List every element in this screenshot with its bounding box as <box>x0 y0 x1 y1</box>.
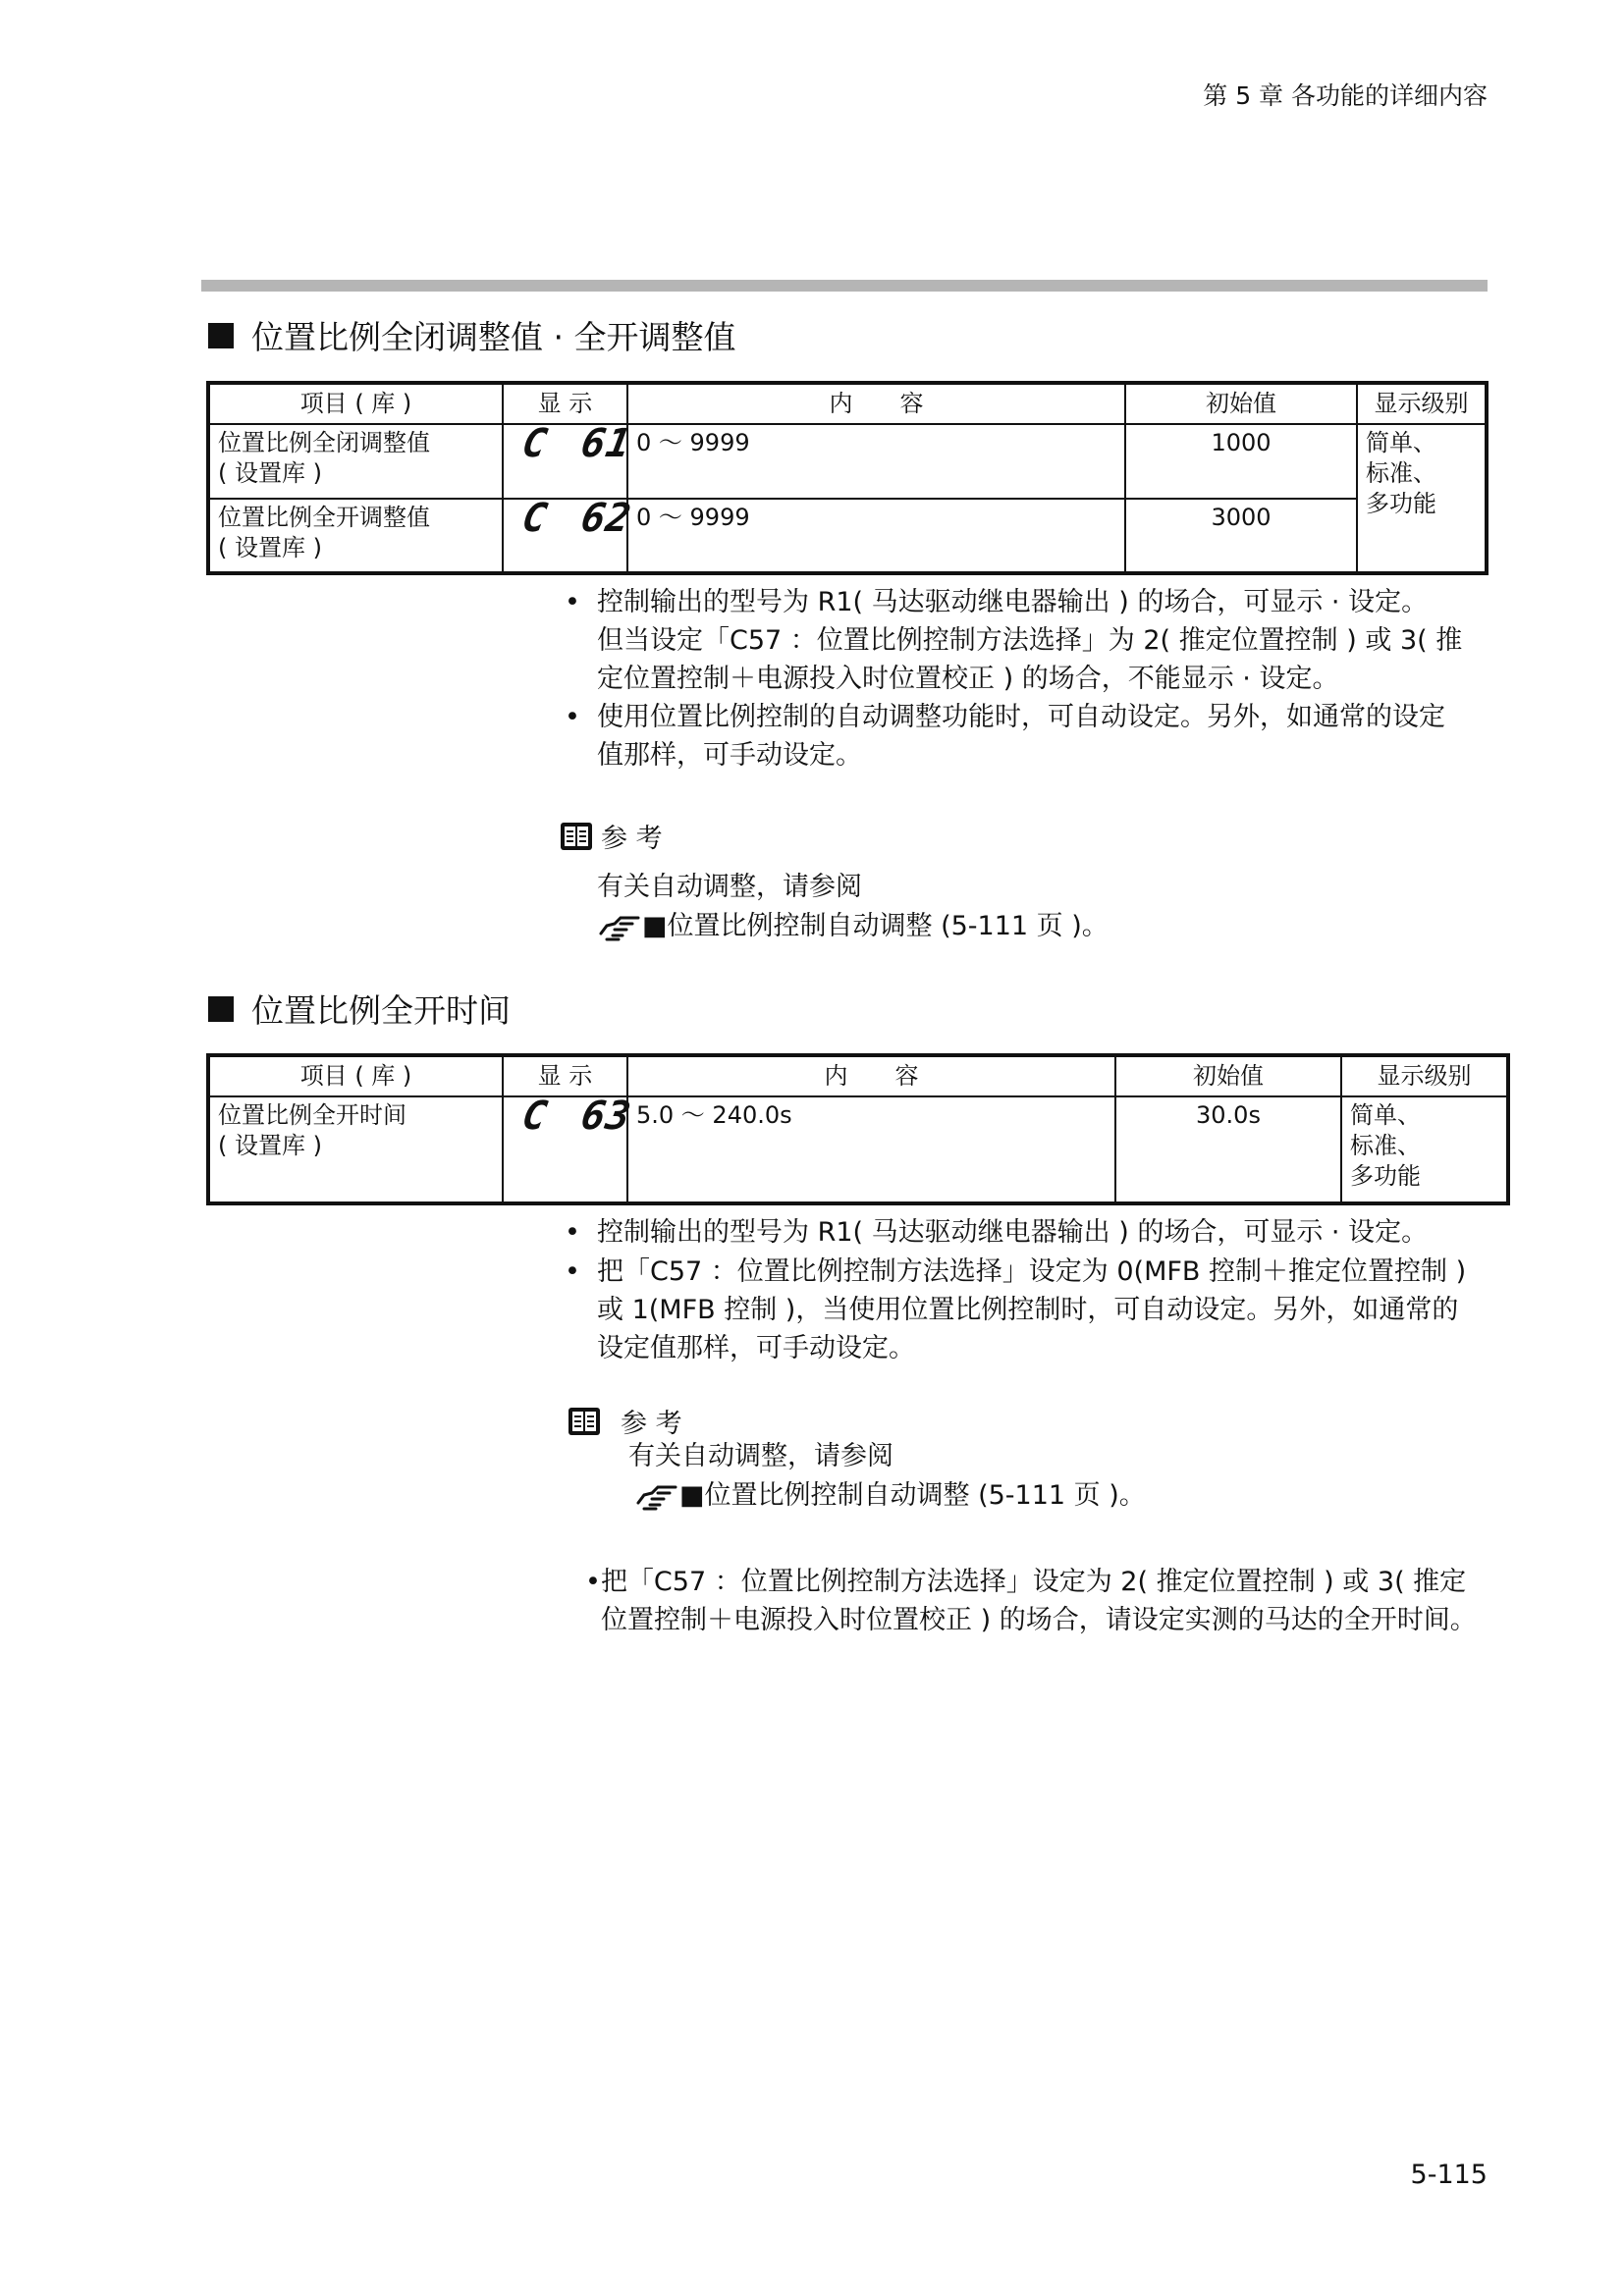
initial-value-cell: 30.0s <box>1115 1096 1341 1203</box>
reference-link[interactable] <box>599 907 1109 945</box>
display-cell <box>503 496 635 573</box>
reference-text: 有关自动调整，请参阅 <box>597 872 862 902</box>
section-rule <box>201 280 1488 292</box>
table-header-row <box>208 1055 1508 1096</box>
page-number: 5-115 <box>1410 2160 1488 2190</box>
square-bullet-icon <box>208 996 234 1022</box>
reference-link-text[interactable]: ■位置比例控制自动调整 (5-111 页 )。 <box>642 911 1109 941</box>
book-icon <box>560 821 593 852</box>
segment-code-number: 61 <box>577 421 635 466</box>
item-cell <box>208 424 503 499</box>
header-initial: 初始值 <box>1115 1055 1341 1096</box>
pointing-hand-icon <box>636 1481 677 1511</box>
segment-code-letter: C <box>518 421 552 466</box>
header-content: 内 容 <box>627 1055 1115 1096</box>
segment-code-letter: C <box>518 1094 552 1139</box>
section2-title <box>208 986 511 1032</box>
item-bank: ( 设置库 ) <box>218 459 322 487</box>
bullet-line: 把「C57 ：位置比例控制方法选择」设定为 0(MFB 控制＋推定位置控制 ) <box>597 1256 1467 1287</box>
item-name: 位置比例全开时间 <box>218 1101 406 1129</box>
bullet-dot: • <box>565 1256 580 1287</box>
square-bullet-icon <box>208 323 234 348</box>
bullet-line: 使用位置比例控制的自动调整功能时，可自动设定。另外，如通常的设定 <box>597 702 1445 732</box>
display-cell <box>503 421 635 499</box>
segment-code-number: 62 <box>577 496 635 541</box>
level-line: 简单、 <box>1350 1101 1421 1129</box>
bullet-line: 控制输出的型号为 R1( 马达驱动继电器输出 ) 的场合，可显示 · 设定。 <box>597 587 1429 617</box>
level-cell <box>1341 1096 1508 1203</box>
bullet-line: 设定值那样，可手动设定。 <box>597 1333 915 1363</box>
book-icon <box>568 1406 601 1437</box>
section2-table <box>206 1053 1510 1205</box>
content-cell: 0 ～ 9999 <box>627 499 1125 573</box>
segment-code-number: 63 <box>577 1094 635 1139</box>
bullet-line: 定位置控制＋电源投入时位置校正 ) 的场合，不能显示 · 设定。 <box>597 664 1339 694</box>
level-line: 简单、 <box>1366 429 1436 456</box>
note-item <box>585 1563 1498 1639</box>
section2-title-text: 位置比例全开时间 <box>251 991 511 1030</box>
content-cell: 0 ～ 9999 <box>627 424 1125 499</box>
table-row <box>208 499 1487 573</box>
reference-link-text[interactable]: ■位置比例控制自动调整 (5-111 页 )。 <box>679 1480 1146 1511</box>
header-level: 显示级别 <box>1357 383 1487 424</box>
reference-link[interactable] <box>636 1476 1146 1515</box>
reference-heading <box>560 817 663 855</box>
reference-text: 有关自动调整，请参阅 <box>628 1441 893 1471</box>
initial-value-cell: 3000 <box>1125 499 1357 573</box>
segment-code-letter: C <box>518 496 552 541</box>
header-initial: 初始值 <box>1125 383 1357 424</box>
bullet-dot: • <box>585 1567 601 1597</box>
list-item <box>565 1213 1488 1253</box>
bullet-dot: • <box>565 1217 580 1248</box>
reference-label: 参 考 <box>601 824 663 854</box>
note-line: 位置控制＋电源投入时位置校正 ) 的场合，请设定实测的马达的全开时间。 <box>601 1605 1477 1635</box>
header-item: 项目 ( 库 ) <box>208 1055 503 1096</box>
item-bank: ( 设置库 ) <box>218 1132 322 1159</box>
section1-title <box>208 312 735 358</box>
section1-title-text: 位置比例全闭调整值 · 全开调整值 <box>251 318 736 356</box>
list-item <box>565 1253 1488 1370</box>
level-line: 多功能 <box>1366 490 1436 517</box>
bullet-line: 但当设定「C57 ：位置比例控制方法选择」为 2( 推定位置控制 ) 或 3( 推 <box>597 625 1463 656</box>
content-cell: 5.0 ～ 240.0s <box>627 1096 1115 1203</box>
level-line: 标准、 <box>1350 1132 1421 1159</box>
item-bank: ( 设置库 ) <box>218 534 322 561</box>
bullet-line: 值那样，可手动设定。 <box>597 740 862 771</box>
bullet-line: 或 1(MFB 控制 )，当使用位置比例控制时，可自动设定。另外，如通常的 <box>597 1295 1459 1325</box>
pointing-hand-icon <box>599 912 640 941</box>
section1-table <box>206 381 1489 575</box>
initial-value-cell: 1000 <box>1125 424 1357 499</box>
item-name: 位置比例全闭调整值 <box>218 429 430 456</box>
item-name: 位置比例全开调整值 <box>218 504 430 531</box>
list-item <box>565 583 1488 701</box>
item-cell <box>208 1096 503 1203</box>
header-item: 项目 ( 库 ) <box>208 383 503 424</box>
reference-heading <box>568 1402 682 1440</box>
level-line: 多功能 <box>1350 1162 1421 1190</box>
header-content: 内 容 <box>627 383 1125 424</box>
display-cell <box>503 1094 635 1203</box>
header-level: 显示级别 <box>1341 1055 1508 1096</box>
bullet-line: 控制输出的型号为 R1( 马达驱动继电器输出 ) 的场合，可显示 · 设定。 <box>597 1217 1429 1248</box>
note-line: 把「C57 ：位置比例控制方法选择」设定为 2( 推定位置控制 ) 或 3( 推定 <box>600 1567 1467 1597</box>
list-item <box>565 698 1488 776</box>
table-header-row <box>208 383 1487 424</box>
item-cell <box>208 499 503 573</box>
level-line: 标准、 <box>1366 459 1436 487</box>
table-row <box>208 424 1487 499</box>
table-row <box>208 1096 1508 1203</box>
chapter-header: 第 5 章 各功能的详细内容 <box>1203 81 1488 110</box>
level-cell <box>1357 424 1487 573</box>
header-display: 显 示 <box>503 383 627 424</box>
header-display: 显 示 <box>503 1055 627 1096</box>
reference-label: 参 考 <box>621 1409 682 1439</box>
bullet-dot: • <box>565 702 580 732</box>
bullet-dot: • <box>565 587 580 617</box>
